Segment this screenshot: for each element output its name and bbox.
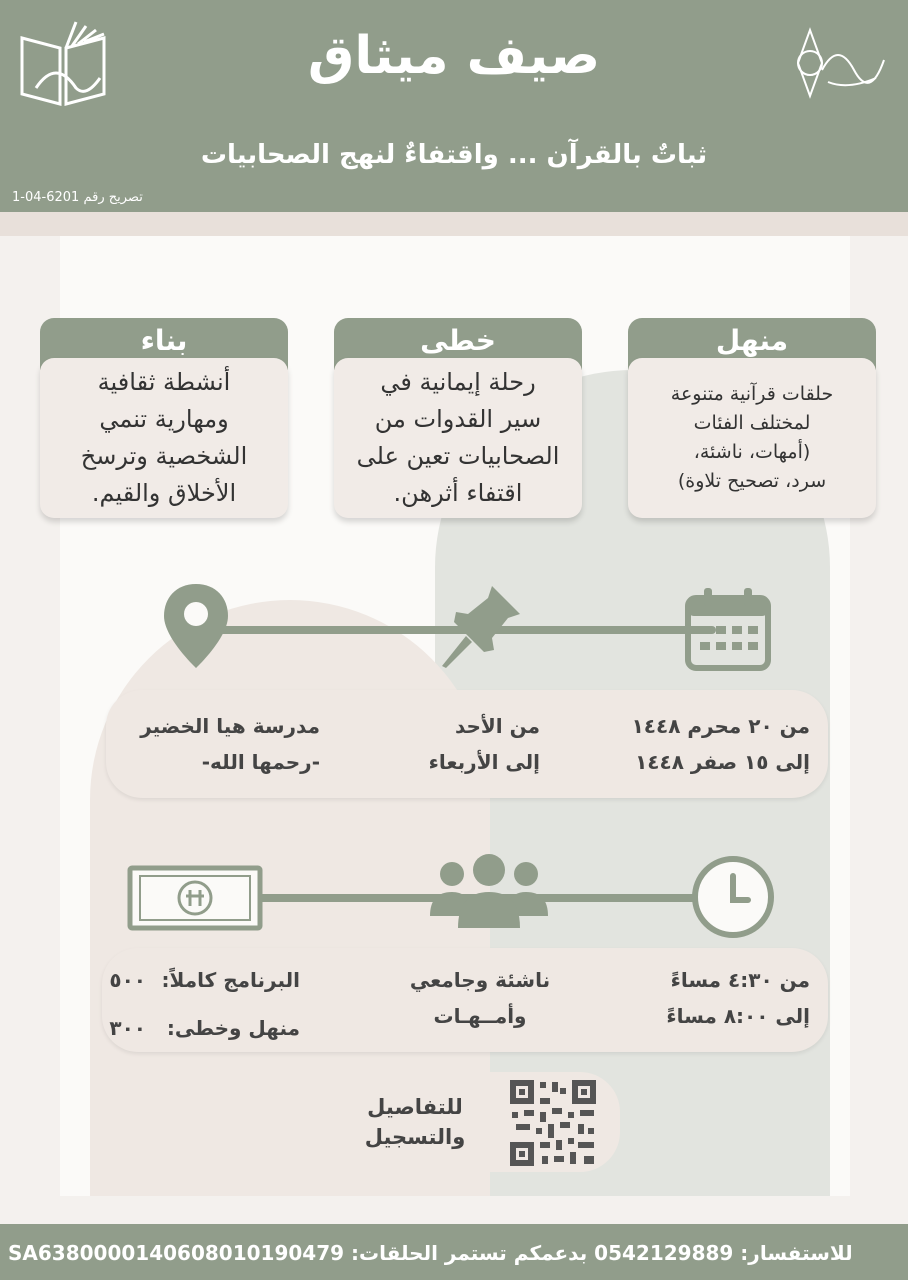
card-body (334, 358, 582, 518)
page-subtitle: ثباتٌ بالقرآن ... واقتفاءٌ لنهج الصحابيات (200, 140, 708, 170)
clock-icon (690, 854, 776, 940)
page-title: صيف ميثاق (307, 26, 601, 86)
footer-contact-text: للاستفسار: 0542129889 بدعمكم تستمر الحلقات: SA6380000140608010190479 (8, 1241, 853, 1265)
card-manhal (628, 318, 876, 492)
audience-text: ناشئة وجامعي وأمــهـات (409, 968, 551, 1028)
card-text: حلقات قرآنية متنوعة لمختلف الفئات (أمهات، ناشئة، سرد، تصحيح تلاوة) (670, 383, 834, 492)
registration-label: للتفاصيل والتسجيل (364, 1095, 466, 1149)
dates-text: من ٢٠ محرم ١٤٤٨ إلى ١٥ صفر ١٤٤٨ (631, 714, 810, 774)
card-title: بناء (40, 318, 288, 370)
fee-full-value: ٥٠٠ (109, 968, 146, 992)
calendar-icon (684, 586, 772, 672)
header-strip (0, 212, 908, 236)
pushpin-icon (436, 582, 524, 670)
card-body (40, 358, 288, 518)
card-title: خطى (334, 318, 582, 370)
qr-code-icon[interactable] (508, 1078, 598, 1168)
card-khota (334, 318, 582, 507)
location-pin-icon (160, 580, 232, 672)
permit-number: تصريح رقم 6201-04-1 (12, 190, 143, 205)
banknote-icon (126, 862, 264, 934)
location-text: مدرسة هيا الخضير -رحمها الله- (140, 714, 320, 774)
card-title: منهل (628, 318, 876, 370)
days-text: من الأحد إلى الأربعاء (428, 714, 540, 774)
people-icon (428, 852, 550, 930)
fee-partial-label: منهل وخطى: (166, 1016, 300, 1040)
fee-partial-value: ٣٠٠ (109, 1016, 146, 1040)
time-text: من ٤:٣٠ مساءً إلى ٨:٠٠ مساءً (666, 968, 810, 1028)
card-text: أنشطة ثقافية ومهارية تنمي الشخصية وترسخ الأخلاق والقيم. (80, 368, 248, 507)
fee-full-label: البرنامج كاملاً: (161, 968, 300, 992)
card-binaa (40, 318, 288, 507)
card-text: رحلة إيمانية في سير القدوات من الصحابيات تعين على اقتفاء أثرهن. (356, 368, 560, 507)
card-body (628, 358, 876, 518)
